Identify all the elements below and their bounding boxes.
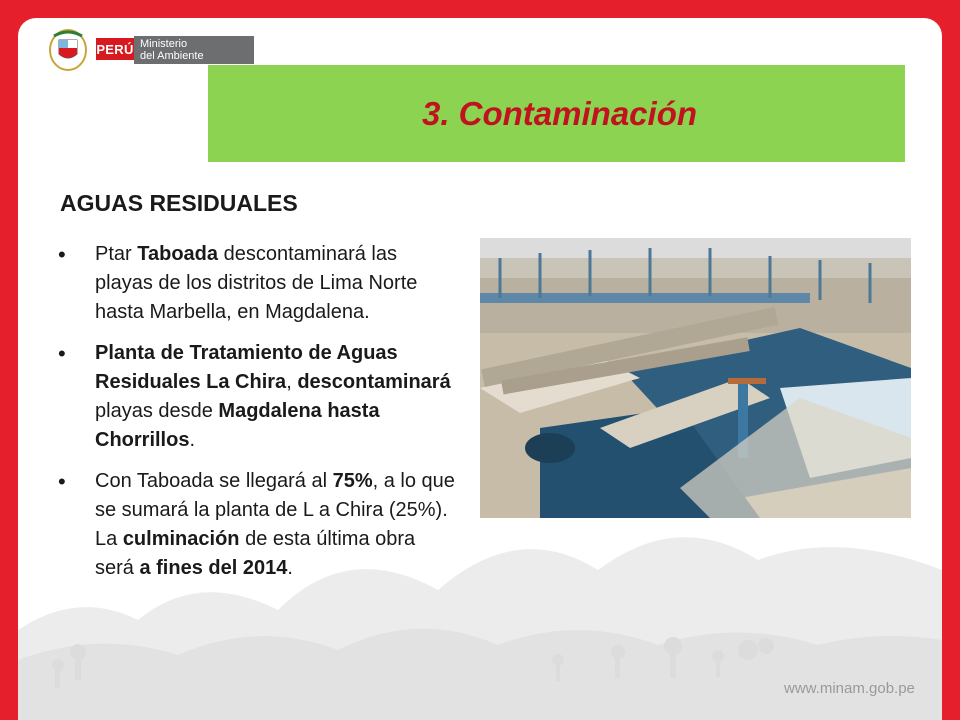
bullet-text [95, 342, 451, 451]
text-run: . [287, 557, 293, 579]
ministry-line-2: del Ambiente [140, 50, 204, 62]
coat-of-arms-icon [48, 26, 88, 72]
bullet-marker: • [58, 242, 66, 267]
text-run: de esta última obra será [95, 528, 416, 579]
text-run: , [286, 371, 298, 393]
text-run: . [189, 429, 196, 451]
bullet-item [58, 240, 458, 327]
slide-content-area [18, 18, 942, 720]
bold-text-run: descontaminará [297, 371, 451, 393]
footer-url: www.minam.gob.pe [784, 680, 915, 697]
peru-label: PERÚ [96, 38, 134, 60]
bullet-item [58, 467, 458, 583]
section-heading: AGUAS RESIDUALES [60, 190, 298, 216]
ministry-label [134, 36, 254, 64]
text-run: Con Taboada se llegará al [95, 470, 333, 492]
bold-text-run: a fines del 2014 [139, 557, 288, 579]
text-run: playas desde [95, 400, 219, 422]
title-banner [208, 65, 905, 162]
bullet-item [58, 339, 458, 455]
text-run: , a lo que se sumará la planta de L a Chira (25%). La [95, 470, 455, 550]
text-run: descontaminará las playas de los distritos de Lima Norte hasta Marbella, en Magdalena. [95, 243, 418, 323]
ministry-line-1: Ministerio [140, 38, 188, 50]
bullet-text [95, 243, 417, 323]
bold-text-run: Planta de Tratamiento de Aguas Residuales La Chira [95, 342, 398, 393]
bullet-marker: • [58, 341, 66, 366]
bold-text-run: culminación [122, 528, 240, 550]
bold-text-run: Magdalena hasta Chorrillos [95, 400, 380, 451]
treatment-plant-photo [480, 238, 911, 518]
bullet-marker: • [58, 469, 66, 494]
bullet-list [58, 240, 458, 595]
slide-title: 3. Contaminación [421, 94, 698, 132]
bullet-text [95, 470, 455, 579]
bold-text-run: 75% [332, 470, 373, 492]
text-run: Ptar [95, 243, 138, 265]
bold-text-run: Taboada [137, 243, 219, 265]
